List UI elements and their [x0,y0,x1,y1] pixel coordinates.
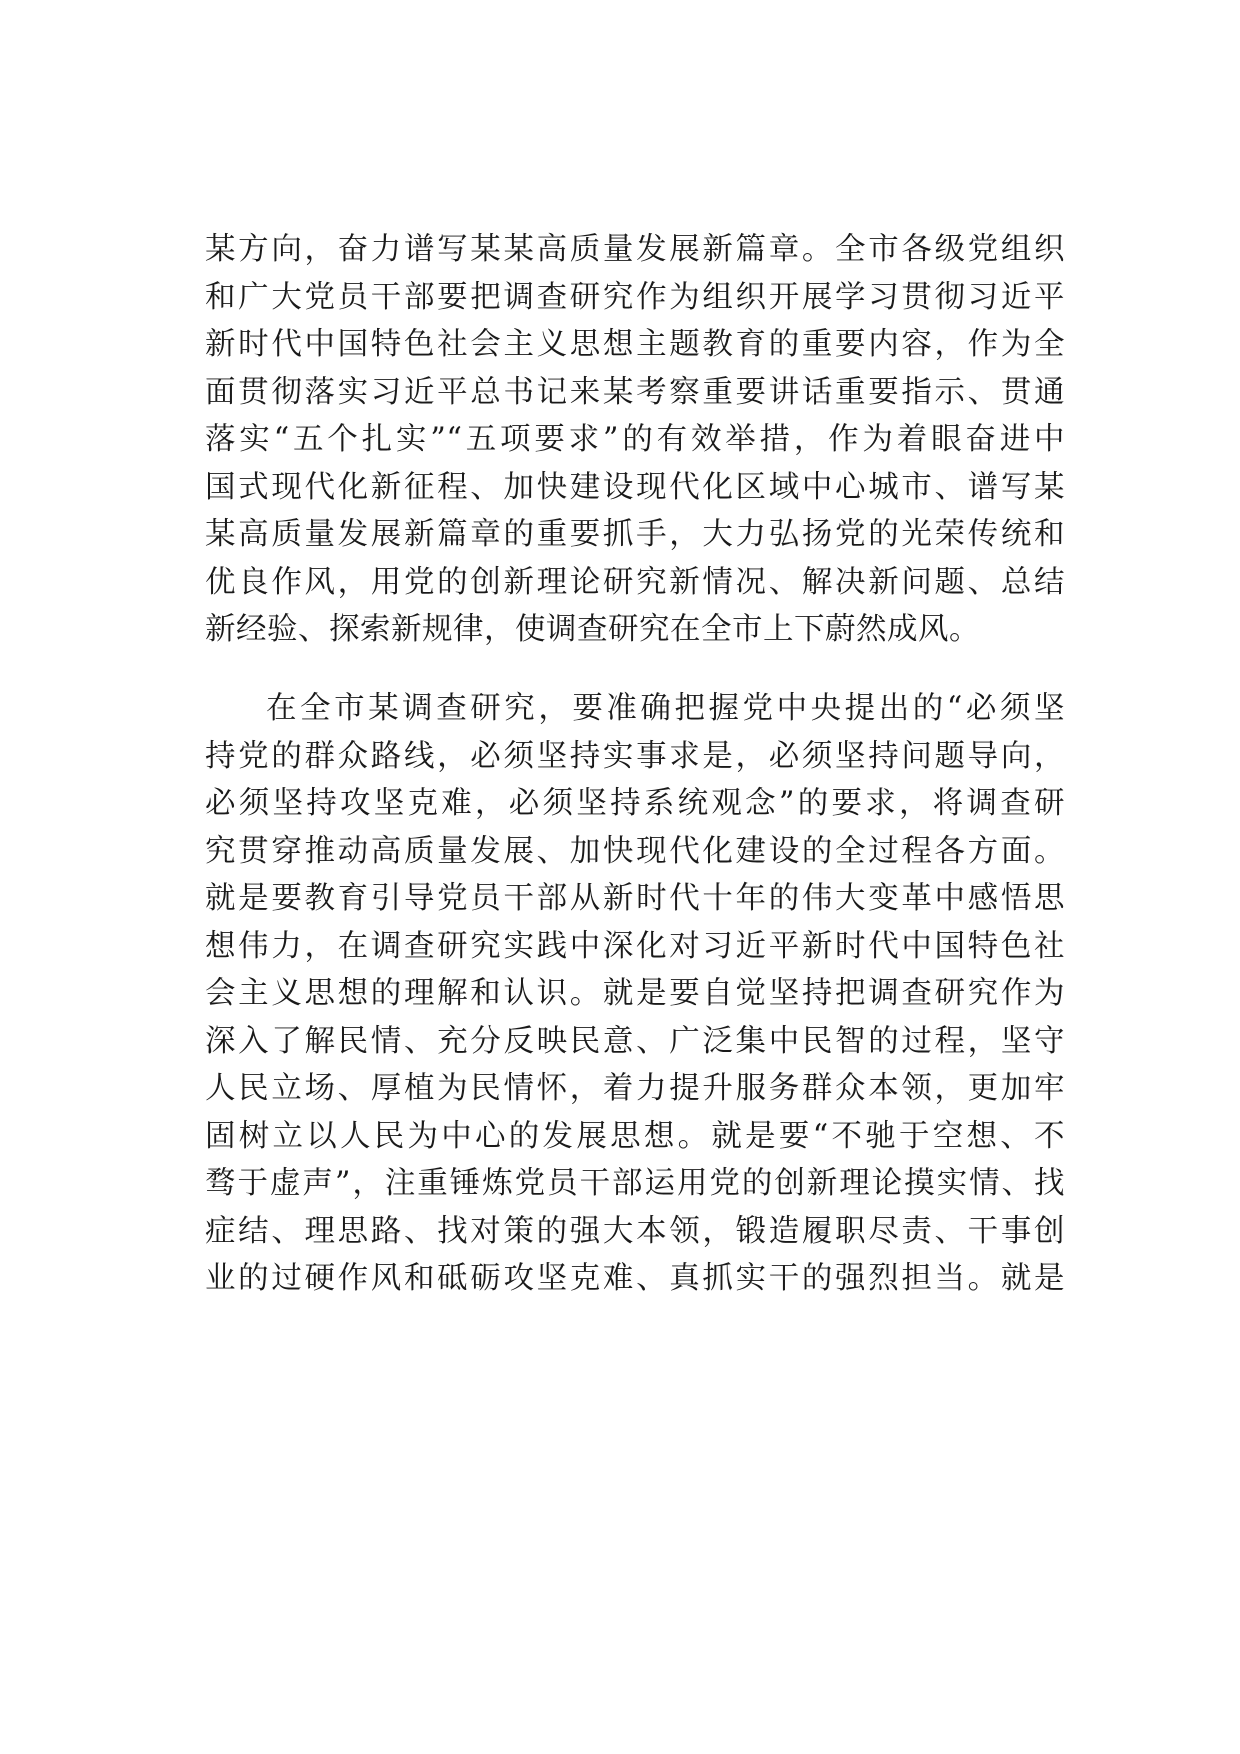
text-line: 症结、理思路、找对策的强大本领，锻造履职尽责、干事创 [205,1213,1065,1249]
text-line: 和广大党员干部要把调查研究作为组织开展学习贯彻习近平 [205,279,1065,315]
text-line: 在全市某调查研究，要准确把握党中央提出的“必须坚 [266,691,1065,726]
text-line: 会主义思想的理解和认识。就是要自觉坚持把调查研究作为 [205,976,1065,1011]
text-line: 新经验、探索新规律，使调查研究在全市上下蔚然成风。 [205,612,980,647]
text-line: 究贯穿推动高质量发展、加快现代化建设的全过程各方面。 [205,833,1065,869]
paragraph-1 [205,226,1065,654]
paragraph-2 [205,685,1065,1303]
text-line: 固树立以人民为中心的发展思想。就是要“不驰于空想、不 [205,1118,1065,1154]
text-line: 想伟力，在调查研究实践中深化对习近平新时代中国特色社 [205,928,1065,964]
text-line: 落实“五个扎实”“五项要求”的有效举措，作为着眼奋进中 [205,422,1065,457]
text-line: 深入了解民情、充分反映民意、广泛集中民智的过程，坚守 [205,1023,1065,1059]
text-line: 人民立场、厚植为民情怀，着力提升服务群众本领，更加牢 [205,1071,1065,1106]
text-line: 就是要教育引导党员干部从新时代十年的伟大变革中感悟思 [205,881,1065,916]
text-line: 必须坚持攻坚克难，必须坚持系统观念”的要求，将调查研 [205,786,1065,821]
text-line: 某方向，奋力谱写某某高质量发展新篇章。全市各级党组织 [205,232,1065,267]
text-line: 优良作风，用党的创新理论研究新情况、解决新问题、总结 [205,564,1065,600]
text-line: 某高质量发展新篇章的重要抓手，大力弘扬党的光荣传统和 [205,517,1065,552]
text-line: 骛于虚声”，注重锤炼党员干部运用党的创新理论摸实情、找 [205,1166,1065,1201]
text-line: 面贯彻落实习近平总书记来某考察重要讲话重要指示、贯通 [205,374,1065,410]
text-line: 业的过硬作风和砥砺攻坚克难、真抓实干的强烈担当。就是 [205,1261,1065,1296]
text-line: 国式现代化新征程、加快建设现代化区域中心城市、谱写某 [205,469,1065,505]
text-line: 持党的群众路线，必须坚持实事求是，必须坚持问题导向， [205,738,1065,774]
text-line: 新时代中国特色社会主义思想主题教育的重要内容，作为全 [205,327,1065,362]
